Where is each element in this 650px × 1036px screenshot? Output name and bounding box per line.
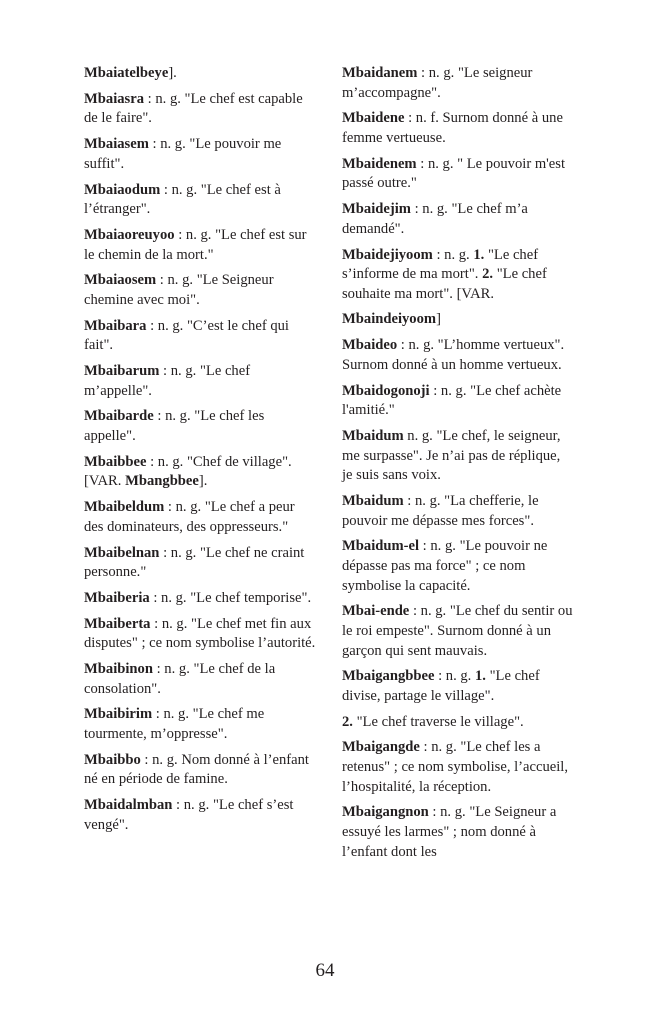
dictionary-entry: [84, 362, 316, 401]
entry-headword: Mbaigangnon: [342, 804, 429, 821]
entry-definition: : n. g. "La chefferie, le pouvoir me dépasse mes forces".: [342, 492, 539, 529]
entry-definition: : n. g. "Le pouvoir me suffit".: [84, 136, 282, 172]
dictionary-entry: [84, 64, 316, 84]
entry-headword: Mbaiasra: [84, 90, 144, 107]
dictionary-entry: [342, 382, 574, 421]
entry-definition: ].: [198, 473, 208, 490]
dictionary-entry: [84, 660, 316, 699]
entry-headword: Mbaiatelbeye: [84, 65, 169, 81]
entry-headword: Mbaidum: [342, 428, 404, 444]
dictionary-entry: [342, 602, 574, 661]
dictionary-entry: [84, 135, 316, 174]
entry-definition: : n. g. "Le chef temporise".: [149, 589, 312, 606]
entry-definition: : n. g. "Le chef m’appelle".: [84, 363, 251, 399]
entry-definition: : n. g. "L’homme vertueux". Surnom donné à un homme vertueux.: [342, 337, 565, 373]
entry-definition: : n. g. "Chef de village". [VAR.: [84, 453, 292, 490]
entry-headword: Mbaidalmban: [84, 797, 173, 814]
entry-definition: : n. g. "C’est le chef qui fait".: [84, 317, 289, 354]
entry-headword: 1.: [473, 246, 485, 263]
entry-headword: Mbaidogonoji: [342, 382, 430, 399]
dictionary-entry: [84, 317, 316, 356]
entry-definition: ].: [168, 65, 177, 81]
entry-headword: Mbaiasem: [84, 136, 149, 153]
entry-headword: 2.: [482, 266, 494, 283]
dictionary-entry: [342, 803, 574, 862]
entry-definition: : n. g. "Le chef me tourmente, m’oppresse".: [84, 706, 265, 743]
dictionary-entry: [84, 589, 316, 609]
dictionary-entry: [84, 90, 316, 129]
entry-definition: : n. g. "Le chef met fin aux disputes" ; ce nom symbolise l’autorité.: [84, 615, 316, 652]
entry-headword: Mbaiaoreuyoo: [84, 226, 175, 243]
entry-headword: Mbaideo: [342, 337, 398, 354]
dictionary-entry: [84, 453, 316, 492]
entry-headword: Mbaidum-el: [342, 538, 420, 555]
right-column: [342, 64, 574, 868]
dictionary-entry: [342, 336, 574, 375]
entry-definition: "Le chef divise, partage le village".: [342, 668, 540, 704]
entry-definition: : n. g. "Le chef m’a demandé".: [342, 201, 528, 237]
entry-headword: Mbaindeiyoom: [342, 311, 437, 328]
dictionary-entry: [342, 537, 574, 596]
dictionary-entry: [342, 200, 574, 239]
entry-definition: : n. g. "Le Seigneur a essuyé les larmes" ; nom donné à l’enfant dont les: [342, 804, 557, 860]
entry-headword: Mbaibeldum: [84, 499, 165, 516]
dictionary-entry: [342, 155, 574, 194]
entry-definition: : n. g. "Le chef achète l'amitié.": [342, 382, 562, 419]
entry-headword: Mbaibara: [84, 317, 147, 334]
entry-headword: Mbaigangde: [342, 739, 420, 756]
entry-definition: n. g. "Le chef, le seigneur, me surpasse". Je n’ai pas de réplique, je suis sans voix.: [342, 428, 561, 484]
entry-headword: Mbai-ende: [342, 603, 410, 620]
entry-headword: Mbaibirim: [84, 706, 153, 723]
entry-definition: : n. g. "Le chef du sentir ou le roi empeste". Surnom donné à un garçon qui sent mauvais.: [342, 603, 573, 659]
entry-headword: 1.: [474, 668, 486, 685]
dictionary-entry: [342, 427, 574, 486]
entry-headword: Mbaibarum: [84, 363, 160, 380]
entry-definition: : n. g. "Le pouvoir ne dépasse pas ma force" ; ce nom symbolise la capacité.: [342, 538, 548, 594]
entry-definition: : n. g. "Le chef a peur des dominateurs, des oppresseurs.": [84, 499, 295, 535]
entry-definition: : n. g.: [434, 668, 475, 685]
entry-headword: Mbaidejiyoom: [342, 246, 433, 263]
entry-headword: Mbaidum: [342, 492, 404, 509]
dictionary-entry: [84, 796, 316, 835]
page-number: 64: [315, 960, 335, 981]
dictionary-entry: [342, 492, 574, 531]
dictionary-entry: [84, 407, 316, 446]
entry-definition: "Le chef souhaite ma mort". [VAR.: [342, 266, 547, 302]
entry-definition: : n. g. "Le chef ne craint personne.": [84, 544, 305, 581]
entry-headword: Mbaiaosem: [84, 272, 157, 289]
entry-definition: : n. g. "Le chef de la consolation".: [84, 661, 276, 697]
entry-definition: : n. g. "Le chef est à l’étranger".: [84, 181, 281, 218]
entry-headword: Mbaibinon: [84, 661, 153, 678]
entry-headword: Mbaibarde: [84, 408, 154, 425]
dictionary-entry: [84, 226, 316, 265]
dictionary-entry: [342, 667, 574, 706]
entry-definition: : n. g. " Le pouvoir m'est passé outre.": [342, 155, 566, 192]
dictionary-entry: [342, 713, 574, 733]
entry-headword: Mbaiaodum: [84, 181, 161, 198]
dictionary-entry: [342, 64, 574, 103]
dictionary-entry: [342, 109, 574, 148]
entry-definition: : n. g. "Le chef les appelle".: [84, 408, 265, 444]
entry-headword: Mbaigangbbee: [342, 668, 435, 685]
entry-definition: ]: [436, 311, 441, 328]
entry-headword: Mbangbbee: [125, 473, 199, 490]
entry-headword: Mbaiberta: [84, 615, 151, 632]
dictionary-entry: [84, 498, 316, 537]
entry-definition: : n. g. "Le chef les a retenus" ; ce nom symbolise, l’accueil, l’hospitalité, la réception.: [342, 739, 569, 795]
entry-definition: : n. g. "Le chef est sur le chemin de la mort.": [84, 226, 307, 263]
dictionary-entry: [84, 615, 316, 654]
entry-definition: : n. g. "Le Seigneur chemine avec moi".: [84, 272, 274, 308]
dictionary-entry: [84, 751, 316, 790]
entry-definition: : n. f. Surnom donné à une femme vertueuse.: [342, 110, 563, 146]
entry-definition: "Le chef traverse le village".: [352, 713, 524, 730]
entry-headword: 2.: [342, 713, 353, 730]
entry-headword: Mbaidenem: [342, 155, 417, 172]
entry-definition: : n. g. "Le chef est capable de le faire".: [84, 90, 303, 127]
dictionary-entry: [84, 705, 316, 744]
dictionary-entry: [84, 544, 316, 583]
entry-definition: "Le chef s’informe de ma mort".: [342, 246, 539, 283]
dictionary-entry: [342, 738, 574, 797]
dictionary-entry: [84, 271, 316, 310]
entry-definition: : n. g. "Le seigneur m’accompagne".: [342, 65, 533, 101]
entry-headword: Mbaidanem: [342, 65, 418, 81]
entry-headword: Mbaiberia: [84, 589, 150, 606]
dictionary-entry: [84, 181, 316, 220]
dictionary-entry: [342, 246, 574, 305]
entry-headword: Mbaibbo: [84, 751, 141, 768]
entry-definition: : n. g.: [432, 246, 474, 263]
entry-definition: : n. g. "Le chef s’est vengé".: [84, 797, 294, 833]
entry-definition: : n. g. Nom donné à l’enfant né en période de famine.: [84, 751, 309, 788]
dictionary-entry: [342, 310, 574, 330]
left-column: [84, 64, 316, 842]
entry-headword: Mbaidene: [342, 110, 405, 127]
entry-headword: Mbaibbee: [84, 453, 147, 470]
entry-headword: Mbaidejim: [342, 201, 411, 218]
entry-headword: Mbaibelnan: [84, 544, 160, 561]
